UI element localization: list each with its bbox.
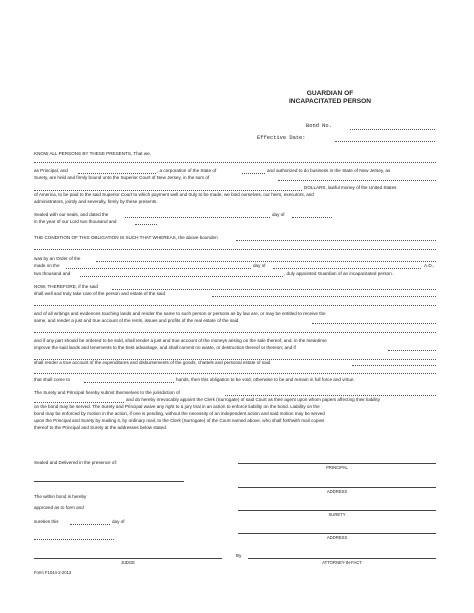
authorized-text: and authorized to do business in the State of New Jersey, as bbox=[267, 168, 391, 173]
surety-principal-3: on the bond may be served. The Surety and Principal waive any right to a jury trial in an action to enforce liability on the bond. Liability on the bbox=[34, 404, 320, 409]
order-court-field[interactable] bbox=[96, 261, 436, 262]
by-text: By bbox=[236, 553, 242, 558]
approval-date-field[interactable] bbox=[34, 539, 114, 540]
condition-text: THE CONDITION OF THIS OBLIGATION IS SUCH THAT WHEREAS, the above bounden bbox=[34, 235, 218, 240]
sum-words-field[interactable] bbox=[278, 180, 436, 181]
bounden-field[interactable] bbox=[236, 240, 436, 241]
surety-line-text: Surety, are held and firmly bound unto the Superior Court of New Jersey, in the sum of bbox=[34, 175, 210, 180]
made-on-day-field[interactable] bbox=[66, 268, 251, 269]
effective-date-label: Effective Date: bbox=[257, 135, 306, 141]
bond-no-label: Bond No. bbox=[306, 123, 332, 129]
guardian-name-field[interactable] bbox=[112, 289, 436, 290]
approved-text: approved as to form and bbox=[34, 505, 84, 510]
principal-address-line[interactable] bbox=[238, 487, 436, 488]
sureties-this-text: sureties this bbox=[34, 519, 59, 524]
now-therefore-text: NOW, THEREFORE, if the said bbox=[34, 284, 98, 289]
principal-signature-line[interactable] bbox=[238, 463, 436, 464]
sealed-text: Sealed with our seals, and dated the bbox=[34, 212, 109, 217]
principal-label: PRINCIPAL bbox=[326, 465, 348, 470]
principal-name-field[interactable] bbox=[34, 162, 436, 163]
surety-principal-2: and do hereby irrevocably appoint the Clerk (Surrogate) of said Court as their agent upon whom papers affecting their liability bbox=[126, 397, 380, 402]
surety-principal-5: upon the Principal and Surety by mailing it, by ordinary mail, to the Clerk (Surrogate) of the Court named above, who shall forthwith mail copies bbox=[34, 418, 325, 423]
witness-line-1[interactable] bbox=[34, 481, 184, 482]
ward-name-field-5[interactable] bbox=[388, 350, 436, 351]
effective-date-field[interactable] bbox=[335, 141, 435, 142]
hands-text: hands, then this obligation to be void, otherwise to be and remain in full force and virtue. bbox=[176, 377, 355, 382]
attorney-signature-line[interactable] bbox=[248, 558, 436, 559]
sum-words-field-2[interactable] bbox=[34, 190, 302, 191]
america-line1: of America, to be paid to the said Superior Court to which payment well and truly to be made, we bind ourselves, our heirs, executors, and bbox=[34, 192, 314, 197]
surety-label: SURETY bbox=[328, 512, 346, 517]
ward-name-field-4[interactable] bbox=[34, 332, 436, 333]
and-if-2: improve the said lands and tenements to the best advantage, and shall commit no waste, or destruction thereof or thereon; and if bbox=[34, 345, 296, 350]
surety-principal-4: bond may be enforced by motion in the action, if one is pending, without the necessity of an independent action and said motion may be served bbox=[34, 411, 325, 416]
ad-text: A.D., bbox=[424, 263, 435, 268]
hands-name-field[interactable] bbox=[84, 382, 174, 383]
and-of-all-2: same, and render a just and true account of the rents, issues and profits of the real estate of the said bbox=[34, 318, 239, 323]
form-title bbox=[260, 90, 400, 106]
jurisdiction-field[interactable] bbox=[225, 395, 436, 396]
jurisdiction-field-2[interactable] bbox=[34, 402, 124, 403]
know-all-text: KNOW ALL PERSONS BY THESE PRESENTS, That we, bbox=[34, 151, 152, 156]
shall-render-text: shall render a true account of the expenditures and disbursements of the goods, chattels and personal estate of said bbox=[34, 360, 271, 365]
duly-appointed-text: , duly appointed Guardian of an incapacitated person. bbox=[284, 271, 394, 276]
approval-day-field[interactable] bbox=[70, 524, 110, 525]
surety-signature-line[interactable] bbox=[238, 510, 436, 511]
that-shall-text: that shall come to bbox=[34, 377, 71, 382]
bounden-field-2[interactable] bbox=[34, 249, 436, 250]
corporation-text: , a corporation of the State of bbox=[157, 168, 217, 173]
form-title-line2: INCAPACITATED PERSON bbox=[288, 98, 372, 105]
surety-principal-6: thereof to the Principal and Surety at the addresses below stated. bbox=[34, 425, 168, 430]
attorney-label: ATTORNEY-IN-FACT bbox=[322, 560, 362, 565]
ward-name-field-2[interactable] bbox=[34, 305, 436, 306]
made-on-year-field[interactable] bbox=[80, 276, 283, 277]
sealed-delivered-text: Sealed and Delivered in the presence of: bbox=[34, 460, 117, 465]
year-lord-text: in the year of our Lord two thousand and bbox=[34, 219, 117, 224]
day-of-2-text: day of bbox=[253, 263, 266, 268]
sealed-year-field[interactable] bbox=[135, 224, 157, 225]
principal-address-label: ADDRESS bbox=[326, 489, 348, 494]
ward-name-field-3[interactable] bbox=[312, 323, 436, 324]
state-field[interactable] bbox=[242, 173, 265, 174]
two-thousand-text: two thousand and bbox=[34, 271, 71, 276]
sealed-month-field[interactable] bbox=[292, 217, 332, 218]
shall-well-text: shall well and truly take care of the person and estate of the said bbox=[34, 291, 166, 296]
ward-name-field-7[interactable] bbox=[352, 365, 436, 366]
approval-day-of-text: day of bbox=[112, 519, 125, 524]
as-principal-text: as Principal, and bbox=[34, 168, 68, 173]
surety-principal-1: The Surety and Principal hereby submit themselves to the jurisdiction of bbox=[34, 390, 180, 395]
and-of-all-1: and of all writings and evidences touching lands and render the same to such person or persons as by law are, or may be entitled to receive the bbox=[34, 311, 326, 316]
and-if-1: and if any part should be ordered to be sold, shall render a just and true account of the moneys arising on the sale thereof, and, in the meantime bbox=[34, 338, 327, 343]
surety-address-line[interactable] bbox=[238, 533, 436, 534]
sealed-day-field[interactable] bbox=[125, 217, 270, 218]
surety-address-label: ADDRESS bbox=[326, 535, 348, 540]
judge-signature-line[interactable] bbox=[34, 558, 222, 559]
made-on-month-field[interactable] bbox=[273, 268, 421, 269]
surety-company-field[interactable] bbox=[78, 173, 156, 174]
ward-name-field[interactable] bbox=[212, 296, 436, 297]
was-by-order-text: was by an Order of the bbox=[34, 256, 81, 261]
america-line2: administrators, jointly and severally, firmly by these presents. bbox=[34, 199, 158, 204]
day-of-text: day of bbox=[272, 212, 285, 217]
form-title-line1: GUARDIAN OF bbox=[306, 90, 354, 97]
within-bond-text: The within bond is hereby bbox=[34, 494, 87, 499]
made-on-text: made on the bbox=[34, 263, 60, 268]
form-number: Form F1044-2-2013 bbox=[34, 570, 72, 575]
dollars-text: DOLLARS, lawful money of the United States bbox=[304, 185, 397, 190]
ward-name-field-8[interactable] bbox=[34, 373, 436, 374]
judge-label: JUDGE bbox=[120, 560, 136, 565]
bond-no-field[interactable] bbox=[350, 129, 435, 130]
